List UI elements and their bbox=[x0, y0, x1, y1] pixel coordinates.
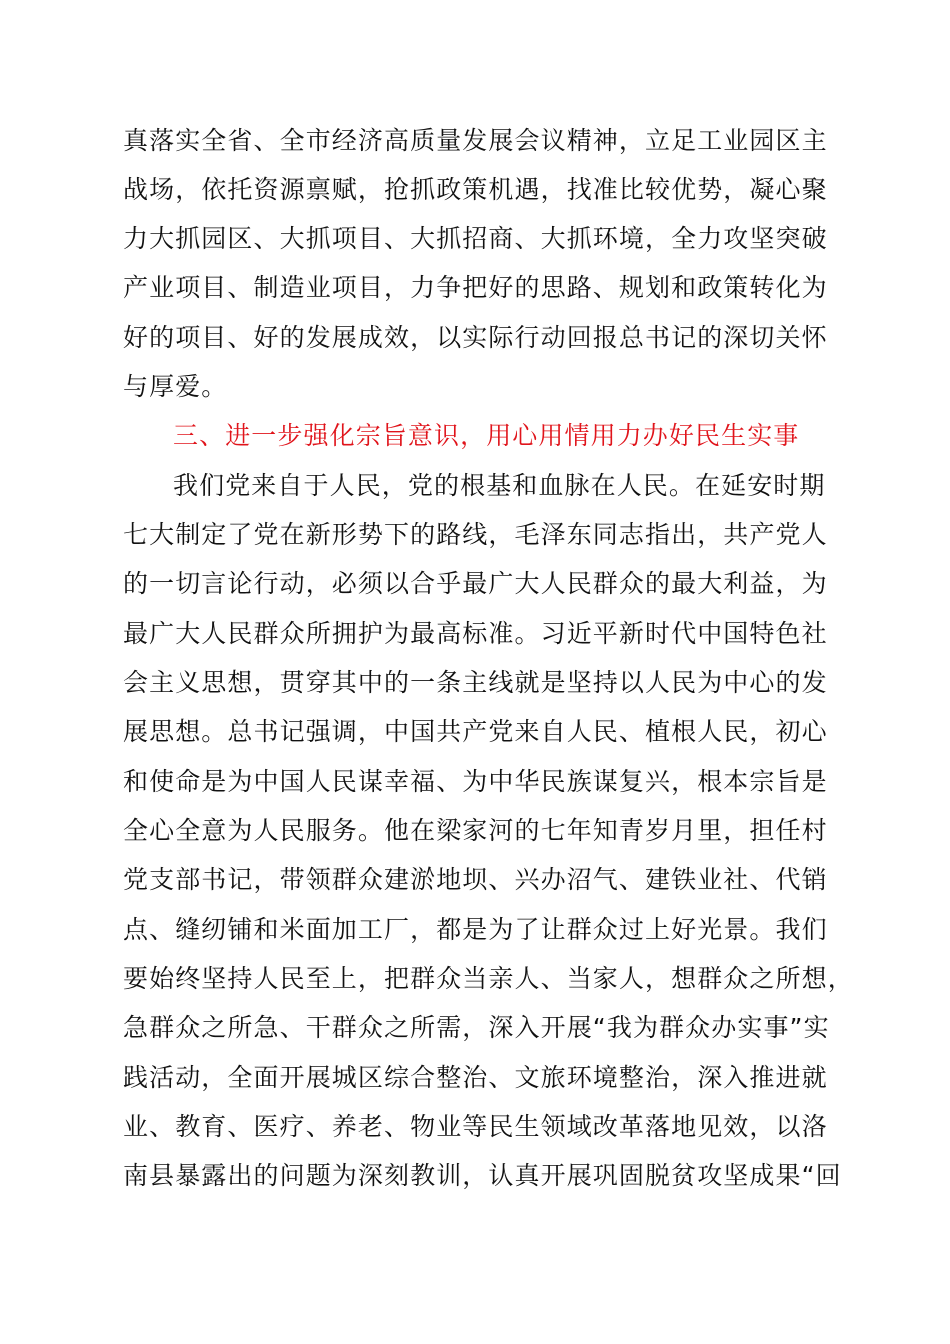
paragraph-line: 好的项目、好的发展成效，以实际行动回报总书记的深切关怀 bbox=[123, 323, 828, 352]
paragraph-line: 会主义思想，贯穿其中的一条主线就是坚持以人民为中心的发 bbox=[123, 668, 828, 697]
paragraph-line: 真落实全省、全市经济高质量发展会议精神，立足工业园区主 bbox=[123, 126, 828, 155]
section-heading: 三、进一步强化宗旨意识，用心用情用力办好民生实事 bbox=[173, 421, 800, 450]
paragraph-line: 急群众之所急、干群众之所需，深入开展“我为群众办实事”实 bbox=[123, 1013, 830, 1042]
paragraph-line: 与厚爱。 bbox=[123, 372, 228, 401]
paragraph-line: 展思想。总书记强调，中国共产党来自人民、植根人民，初心 bbox=[123, 717, 828, 746]
paragraph-line: 最广大人民群众所拥护为最高标准。习近平新时代中国特色社 bbox=[123, 619, 828, 648]
paragraph-line: 战场，依托资源禀赋，抢抓政策机遇，找准比较优势，凝心聚 bbox=[123, 175, 828, 204]
paragraph-line: 力大抓园区、大抓项目、大抓招商、大抓环境，全力攻坚突破 bbox=[123, 224, 828, 253]
paragraph-line: 要始终坚持人民至上，把群众当亲人、当家人，想群众之所想， bbox=[123, 964, 854, 993]
paragraph-line: 七大制定了党在新形势下的路线，毛泽东同志指出，共产党人 bbox=[123, 520, 828, 549]
paragraph-line: 南县暴露出的问题为深刻教训，认真开展巩固脱贫攻坚成果“回 bbox=[123, 1161, 842, 1190]
paragraph-line: 全心全意为人民服务。他在梁家河的七年知青岁月里，担任村 bbox=[123, 816, 828, 845]
paragraph-line: 产业项目、制造业项目，力争把好的思路、规划和政策转化为 bbox=[123, 273, 828, 302]
paragraph-line: 和使命是为中国人民谋幸福、为中华民族谋复兴，根本宗旨是 bbox=[123, 767, 828, 796]
paragraph-line: 践活动，全面开展城区综合整治、文旅环境整治，深入推进就 bbox=[123, 1063, 828, 1092]
paragraph-line: 的一切言论行动，必须以合乎最广大人民群众的最大利益，为 bbox=[123, 569, 828, 598]
paragraph-line: 我们党来自于人民，党的根基和血脉在人民。在延安时期 bbox=[173, 471, 826, 500]
paragraph-line: 点、缝纫铺和米面加工厂，都是为了让群众过上好光景。我们 bbox=[123, 915, 828, 944]
paragraph-line: 党支部书记，带领群众建淤地坝、兴办沼气、建铁业社、代销 bbox=[123, 865, 828, 894]
paragraph-line: 业、教育、医疗、养老、物业等民生领域改革落地见效，以洛 bbox=[123, 1112, 828, 1141]
